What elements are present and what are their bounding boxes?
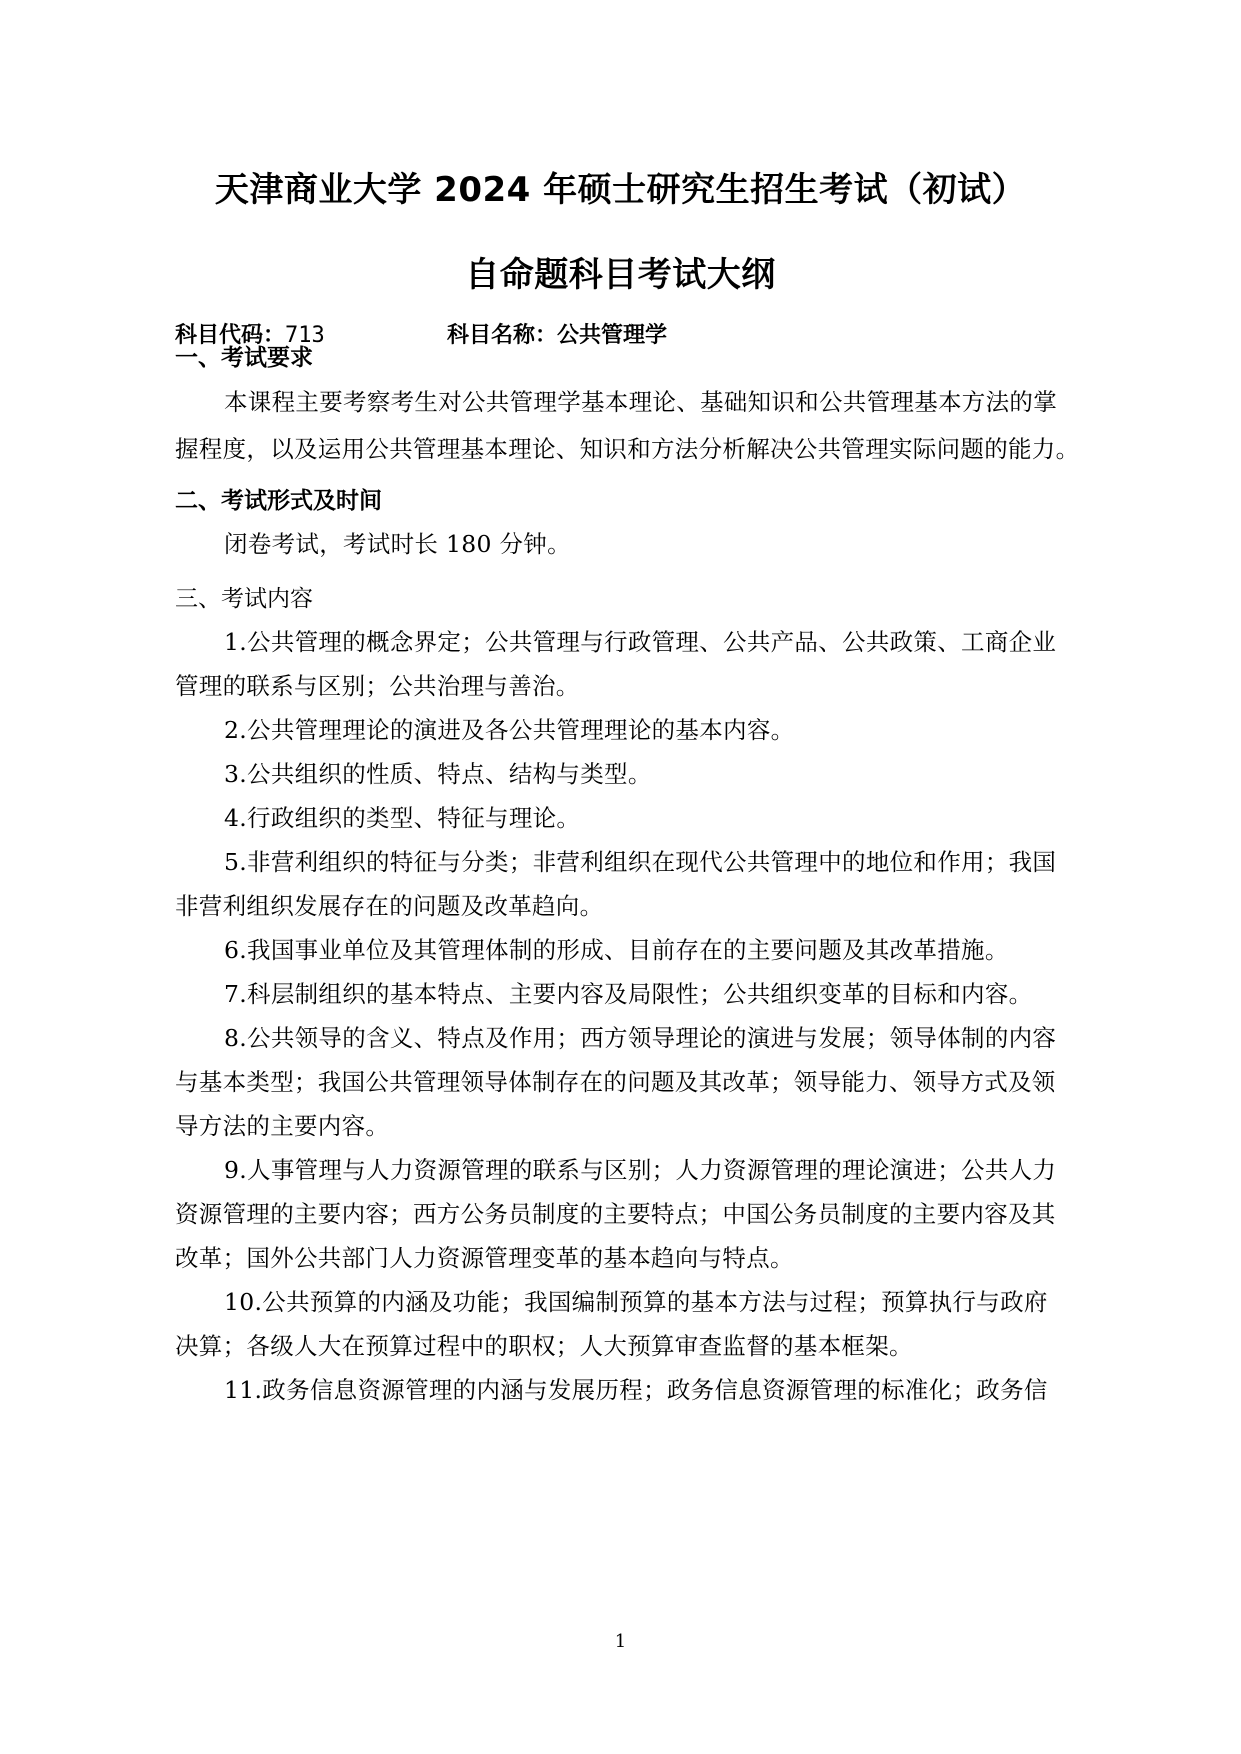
subject-name bbox=[447, 318, 667, 349]
list-item: 10.公共预算的内涵及功能；我国编制预算的基本方法与过程；预算执行与政府 bbox=[224, 1288, 1048, 1316]
list-item: 4.行政组织的类型、特征与理论。 bbox=[224, 804, 581, 832]
section-heading: 一、考试要求 bbox=[175, 345, 313, 371]
list-item: 8.公共领导的含义、特点及作用；西方领导理论的演进与发展；领导体制的内容 bbox=[224, 1024, 1057, 1052]
list-item: 2.公共管理理论的演进及各公共管理理论的基本内容。 bbox=[224, 716, 795, 744]
subject-name-label: 科目名称： bbox=[447, 323, 558, 348]
list-item: 6.我国事业单位及其管理体制的形成、目前存在的主要问题及其改革措施。 bbox=[224, 936, 1009, 964]
list-item-continuation: 决算；各级人大在预算过程中的职权；人大预算审查监督的基本框架。 bbox=[175, 1332, 913, 1360]
document-title: 天津商业大学 2024 年硕士研究生招生考试（初试） bbox=[214, 170, 1027, 210]
page-number: 1 bbox=[614, 1631, 627, 1652]
list-item: 5.非营利组织的特征与分类；非营利组织在现代公共管理中的地位和作用；我国 bbox=[224, 848, 1057, 876]
list-item-continuation: 导方法的主要内容。 bbox=[175, 1112, 390, 1140]
list-item-continuation: 改革；国外公共部门人力资源管理变革的基本趋向与特点。 bbox=[175, 1244, 794, 1272]
list-item: 1.公共管理的概念界定；公共管理与行政管理、公共产品、公共政策、工商企业 bbox=[224, 628, 1057, 656]
list-item-continuation: 管理的联系与区别；公共治理与善治。 bbox=[175, 672, 580, 700]
paragraph-line: 本课程主要考察考生对公共管理学基本理论、基础知识和公共管理基本方法的掌 bbox=[224, 388, 1057, 416]
subject-code-value: 713 bbox=[285, 323, 325, 348]
list-item-continuation: 非营利组织发展存在的问题及改革趋向。 bbox=[175, 892, 604, 920]
paragraph-line: 握程度，以及运用公共管理基本理论、知识和方法分析解决公共管理实际问题的能力。 bbox=[175, 435, 1080, 463]
list-item: 3.公共组织的性质、特点、结构与类型。 bbox=[224, 760, 652, 788]
subject-name-value: 公共管理学 bbox=[557, 323, 668, 348]
section-heading: 三、考试内容 bbox=[175, 586, 313, 612]
subject-code-label: 科目代码： bbox=[175, 323, 286, 348]
list-item: 7.科层制组织的基本特点、主要内容及局限性；公共组织变革的目标和内容。 bbox=[224, 980, 1033, 1008]
list-item: 9.人事管理与人力资源管理的联系与区别；人力资源管理的理论演进；公共人力 bbox=[224, 1156, 1057, 1184]
paragraph-line: 闭卷考试，考试时长 180 分钟。 bbox=[224, 530, 571, 558]
list-item-continuation: 资源管理的主要内容；西方公务员制度的主要特点；中国公务员制度的主要内容及其 bbox=[175, 1200, 1056, 1228]
list-item-continuation: 与基本类型；我国公共管理领导体制存在的问题及其改革；领导能力、领导方式及领 bbox=[175, 1068, 1056, 1096]
document-subtitle: 自命题科目考试大纲 bbox=[465, 255, 776, 295]
section-heading: 二、考试形式及时间 bbox=[175, 488, 382, 514]
list-item: 11.政务信息资源管理的内涵与发展历程；政务信息资源管理的标准化；政务信 bbox=[224, 1376, 1048, 1404]
